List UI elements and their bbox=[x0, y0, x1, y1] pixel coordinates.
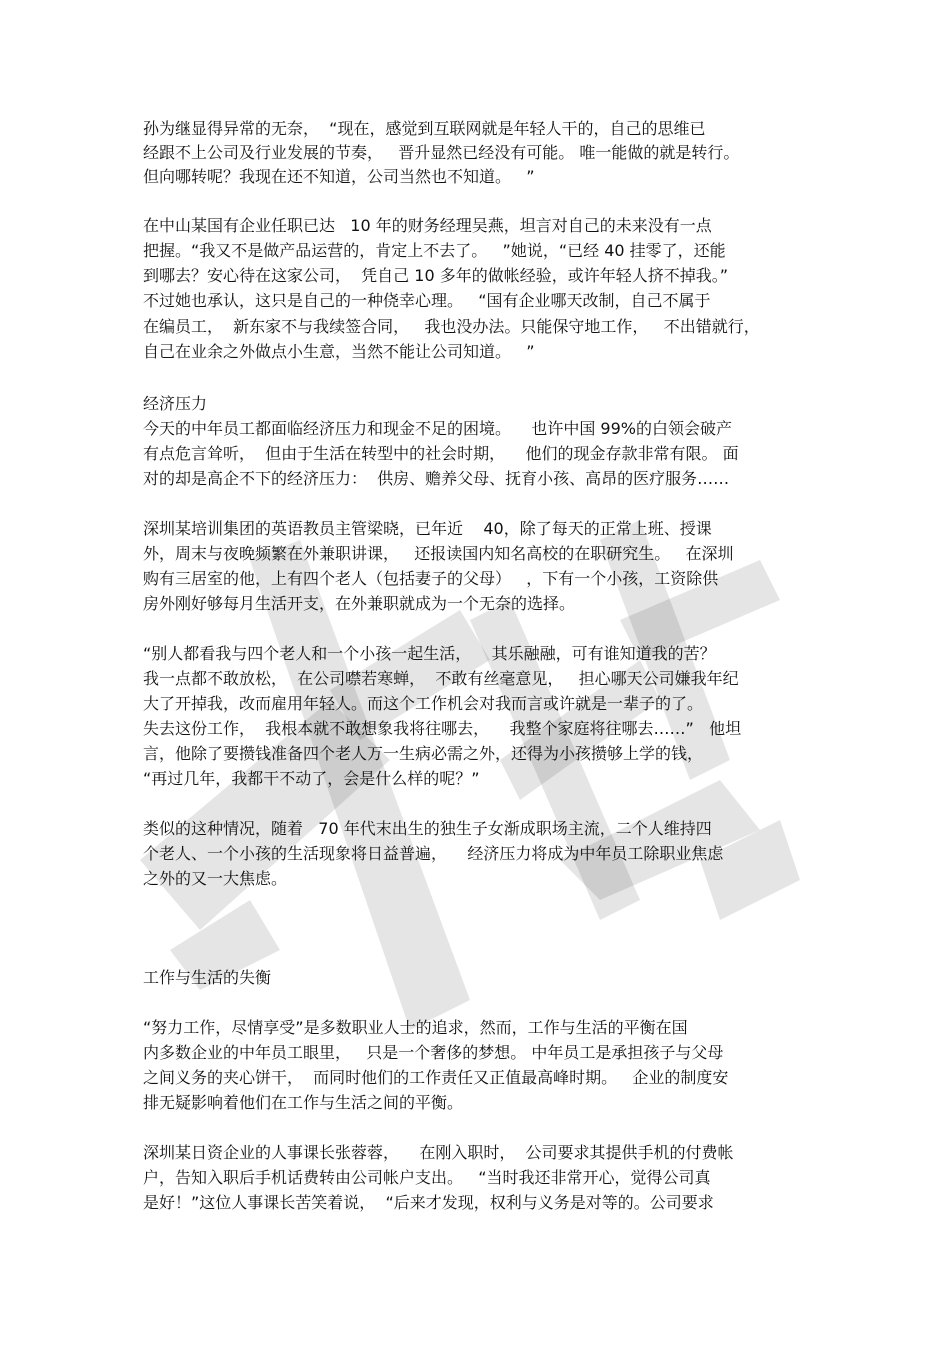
text-line: 之外的又一大焦虑。 bbox=[143, 869, 288, 888]
text-line: 内多数企业的中年员工眼里， 只是一个奢侈的梦想。 中年员工是承担孩子与父母 bbox=[143, 1043, 724, 1062]
text-line: 把握。“我又不是做产品运营的，肯定上不去了。 ”她说，“已经 40 挂零了，还能 bbox=[143, 241, 726, 260]
section-heading: 经济压力 bbox=[143, 394, 208, 413]
text-line: 是好！”这位人事课长苦笑着说， “后来才发现，权利与义务是对等的。公司要求 bbox=[143, 1193, 714, 1212]
text-line: 到哪去？安心待在这家公司， 凭自己 10 多年的做帐经验，或许年轻人挤不掉我。” bbox=[143, 266, 728, 285]
text-line: “努力工作，尽情享受”是多数职业人士的追求，然而，工作与生活的平衡在国 bbox=[143, 1018, 688, 1037]
text-line: 购有三居室的他，上有四个老人（包括妻子的父母） ，下有一个小孩，工资除供 bbox=[143, 569, 719, 588]
text-line: 言，他除了要攒钱准备四个老人万一生病必需之外，还得为小孩攒够上学的钱， bbox=[143, 744, 704, 763]
text-line: 排无疑影响着他们在工作与生活之间的平衡。 bbox=[143, 1093, 464, 1112]
text-line: 深圳某日资企业的人事课长张蓉蓉， 在刚入职时， 公司要求其提供手机的付费帐 bbox=[143, 1143, 734, 1162]
text-line: 但向哪转呢？我现在还不知道，公司当然也不知道。 ” bbox=[143, 167, 535, 186]
text-line: 个老人、一个小孩的生活现象将日益普遍， 经济压力将成为中年员工除职业焦虑 bbox=[143, 844, 724, 863]
text-line: 深圳某培训集团的英语教员主管梁晓，已年近 40，除了每天的正常上班、授课 bbox=[143, 519, 712, 538]
text-line: 户，告知入职后手机话费转由公司帐户支出。 “当时我还非常开心，觉得公司真 bbox=[143, 1168, 711, 1187]
text-line: 孙为继显得异常的无奈， “现在，感觉到互联网就是年轻人干的，自己的思维已 bbox=[143, 119, 706, 138]
text-line: 外，周末与夜晚频繁在外兼职讲课， 还报读国内知名高校的在职研究生。 在深圳 bbox=[143, 544, 734, 563]
text-line: “别人都看我与四个老人和一个小孩一起生活， 其乐融融，可有谁知道我的苦？ bbox=[143, 644, 716, 663]
text-line: 失去这份工作， 我根本就不敢想象我将往哪去， 我整个家庭将往哪去……” 他坦 bbox=[143, 719, 742, 738]
text-line: “再过几年，我都干不动了，会是什么样的呢？” bbox=[143, 769, 480, 788]
text-line: 不过她也承认，这只是自己的一种侥幸心理。 “国有企业哪天改制，自己不属于 bbox=[143, 291, 711, 310]
text-line: 自己在业余之外做点小生意，当然不能让公司知道。 ” bbox=[143, 342, 535, 361]
text-line: 在编员工， 新东家不与我续签合同， 我也没办法。只能保守地工作， 不出错就行， bbox=[143, 317, 760, 336]
text-line: 房外刚好够每月生活开支，在外兼职就成为一个无奈的选择。 bbox=[143, 594, 576, 613]
text-line: 大了开掉我，改而雇用年轻人。而这个工作机会对我而言或许就是一辈子的了。 bbox=[143, 694, 704, 713]
text-line: 有点危言耸听， 但由于生活在转型中的社会时期， 他们的现金存款非常有限。 面 bbox=[143, 444, 739, 463]
text-line: 类似的这种情况，随着 70 年代末出生的独生子女渐成职场主流，二个人维持四 bbox=[143, 819, 712, 838]
text-line: 今天的中年员工都面临经济压力和现金不足的困境。 也许中国 99%的白领会破产 bbox=[143, 419, 732, 438]
text-line: 对的却是高企不下的经济压力： 供房、赡养父母、抚育小孩、高昂的医疗服务…… bbox=[143, 469, 730, 488]
text-line: 之间义务的夹心饼干， 而同时他们的工作责任又正值最高峰时期。 企业的制度安 bbox=[143, 1068, 729, 1087]
text-line: 经跟不上公司及行业发展的节奏， 晋升显然已经没有可能。 唯一能做的就是转行。 bbox=[143, 143, 740, 162]
text-line: 在中山某国有企业任职已达 10 年的财务经理吴燕，坦言对自己的未来没有一点 bbox=[143, 216, 712, 235]
text-line: 我一点都不敢放松， 在公司噤若寒蝉， 不敢有丝毫意见， 担心哪天公司嫌我年纪 bbox=[143, 669, 739, 688]
section-heading: 工作与生活的失衡 bbox=[143, 968, 272, 987]
